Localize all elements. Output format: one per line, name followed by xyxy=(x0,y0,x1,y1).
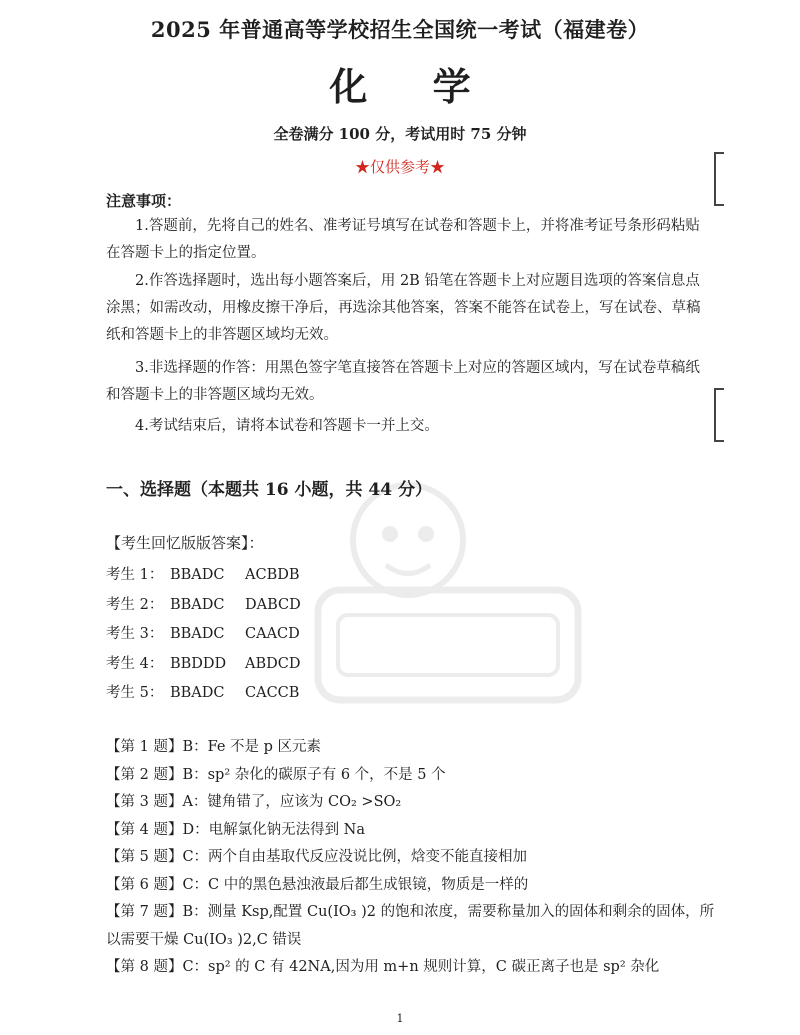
candidate-label: 考生 1： xyxy=(106,567,164,583)
notice-item-1: 1.答题前，先将自己的姓名、准考证号填写在试卷和答题卡上，并将准考证号条形码粘贴在答题卡上的指定位置。 xyxy=(106,218,700,261)
answer-group-2: CAACD xyxy=(245,626,300,642)
explanation-item: 【第 4 题】D：电解氯化钠无法得到 Na xyxy=(106,821,366,838)
recall-heading: 【考生回忆版版答案】： xyxy=(106,534,264,552)
explanation-item: 【第 8 题】C：sp² 的 C 有 42NA,因为用 m+n 规则计算，C 碳正离子也是 sp² 杂化 xyxy=(106,959,660,975)
answer-group-2: ABDCD xyxy=(245,655,301,672)
answer-group-1: BBADC xyxy=(170,685,225,701)
explanation-list xyxy=(106,734,726,982)
page-number: 1 xyxy=(396,1012,404,1025)
explanation-item: 【第 1 题】B：Fe 不是 p 区元素 xyxy=(106,739,322,755)
subject-title: 化 学 xyxy=(329,64,497,109)
answer-group-1: BBDDD xyxy=(170,655,227,672)
candidate-label: 考生 2： xyxy=(106,596,164,613)
answer-group-2: DABCD xyxy=(245,596,301,613)
answer-group-2: CACCB xyxy=(245,685,300,701)
explanation-item: 【第 6 题】C：C 中的黑色悬浊液最后都生成银镜，物质是一样的 xyxy=(106,876,529,893)
notice-item-2: 2.作答选择题时，选出每小题答案后，用 2B 铅笔在答题卡上对应题目选项的答案信息点涂黑；如需改动，用橡皮擦干净后，再选涂其他答案，答案不能答在试卷上，写在试卷、草稿纸和答题卡上的非答题区域均无效。 xyxy=(106,273,701,343)
section-heading: 一、选择题（本题共 16 小题，共 44 分） xyxy=(106,480,432,500)
margin-bracket-top xyxy=(714,152,724,206)
explanation-item: 【第 2 题】B：sp² 杂化的碳原子有 6 个，不是 5 个 xyxy=(106,766,446,783)
notice-item-3: 3.非选择题的作答：用黑色签字笔直接答在答题卡上对应的答题区域内，写在试卷草稿纸和答题卡上的非答题区域均无效。 xyxy=(106,360,700,403)
answer-row xyxy=(106,681,301,711)
margin-bracket-bottom xyxy=(714,388,724,442)
answer-group-2: ACBDB xyxy=(245,567,300,583)
answer-row xyxy=(106,652,301,682)
answer-row xyxy=(106,593,301,623)
explanation-item: 【第 3 题】A：键角错了，应该为 CO₂ >SO₂ xyxy=(106,794,402,810)
answer-group-1: BBADC xyxy=(170,626,225,642)
candidate-label: 考生 4： xyxy=(106,655,164,672)
exam-title: 2025 年普通高等学校招生全国统一考试（福建卷） xyxy=(150,17,650,42)
reference-note: ★仅供参考★ xyxy=(354,158,445,176)
explanation-item: 【第 7 题】B：测量 Ksp,配置 Cu(IO₃ )2 的饱和浓度，需要称量加入的固体和剩余的固体，所以需要干燥 Cu(IO₃ )2,C 错误 xyxy=(106,904,715,948)
answer-row xyxy=(106,622,301,652)
recall-answer-list xyxy=(106,563,301,711)
candidate-label: 考生 3： xyxy=(106,626,164,642)
answer-group-1: BBADC xyxy=(170,567,225,583)
answer-row xyxy=(106,563,301,593)
score-line: 全卷满分 100 分，考试用时 75 分钟 xyxy=(273,125,527,143)
answer-group-1: BBADC xyxy=(170,596,225,613)
watermark-mascot-icon xyxy=(298,470,588,720)
explanation-item: 【第 5 题】C：两个自由基取代反应没说比例，焓变不能直接相加 xyxy=(106,849,528,865)
notice-heading: 注意事项： xyxy=(106,192,182,210)
notice-item-4: 4.考试结束后，请将本试卷和答题卡一并上交。 xyxy=(135,418,439,434)
candidate-label: 考生 5： xyxy=(106,685,164,701)
